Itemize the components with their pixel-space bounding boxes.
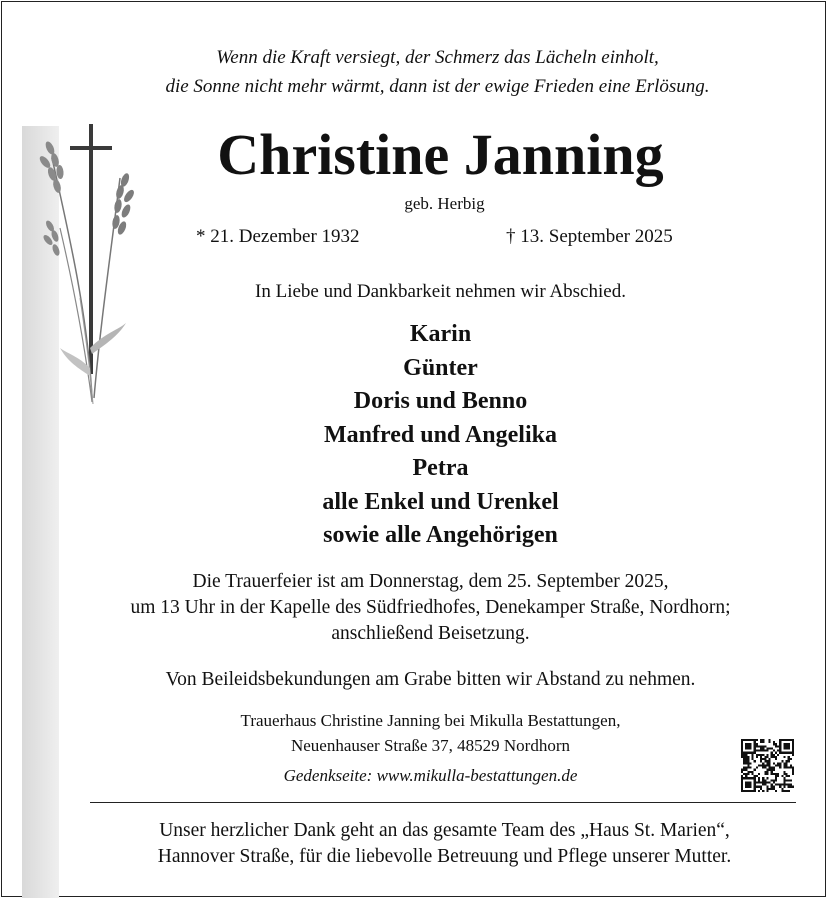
mourner-entry: Karin <box>409 321 472 347</box>
funeral-line: Die Trauerfeier ist am Donnerstag, dem 25. September 2025, <box>192 571 669 592</box>
death-date: † 13. September 2025 <box>506 226 673 247</box>
farewell-line: In Liebe und Dankbarkeit nehmen wir Abschied. <box>255 281 626 302</box>
funeral-line: um 13 Uhr in der Kapelle des Südfriedhofes, Denekamper Straße, Nordhorn; <box>130 597 731 618</box>
mourner-entry: Doris und Benno <box>353 388 528 414</box>
poem <box>0 43 829 101</box>
memorial-page-link[interactable]: Gedenkseite: www.mikulla-bestattungen.de <box>283 766 578 785</box>
funeral-line: anschließend Beisetzung. <box>331 623 530 644</box>
mourner-entry: Günter <box>403 354 478 381</box>
thanks-line: Hannover Straße, für die liebevolle Betreuung und Pflege unserer Mutter. <box>157 846 732 867</box>
mourner-entry: sowie alle Angehörigen <box>323 522 558 548</box>
thanks-line: Unser herzlicher Dank geht an das gesamte Team des „Haus St. Marien“, <box>159 820 730 841</box>
mortuary-line: Trauerhaus Christine Janning bei Mikulla Bestattungen, <box>240 711 621 730</box>
mourner-entry: alle Enkel und Urenkel <box>322 488 559 515</box>
birth-date: * 21. Dezember 1932 <box>196 226 360 247</box>
poem-line: Wenn die Kraft versiegt, der Schmerz das Lächeln einholt, <box>216 47 659 68</box>
qr-code-icon[interactable] <box>741 739 794 792</box>
condolence-note: Von Beileidsbekundungen am Grabe bitten wir Abstand zu nehmen. <box>165 669 696 690</box>
divider <box>90 802 796 803</box>
mortuary-line: Neuenhauser Straße 37, 48529 Nordhorn <box>290 736 570 755</box>
mortuary-address <box>16 708 829 758</box>
birth-name: geb. Herbig <box>404 194 485 213</box>
funeral-details <box>16 569 829 647</box>
deceased-name: Christine Janning <box>217 122 664 187</box>
mourner-entry: Manfred und Angelika <box>324 421 557 448</box>
mourners-list <box>26 318 829 553</box>
thanks-note <box>30 818 829 870</box>
mourner-entry: Petra <box>412 455 469 481</box>
poem-line: die Sonne nicht mehr wärmt, dann ist der ewige Frieden eine Erlösung. <box>165 76 710 97</box>
